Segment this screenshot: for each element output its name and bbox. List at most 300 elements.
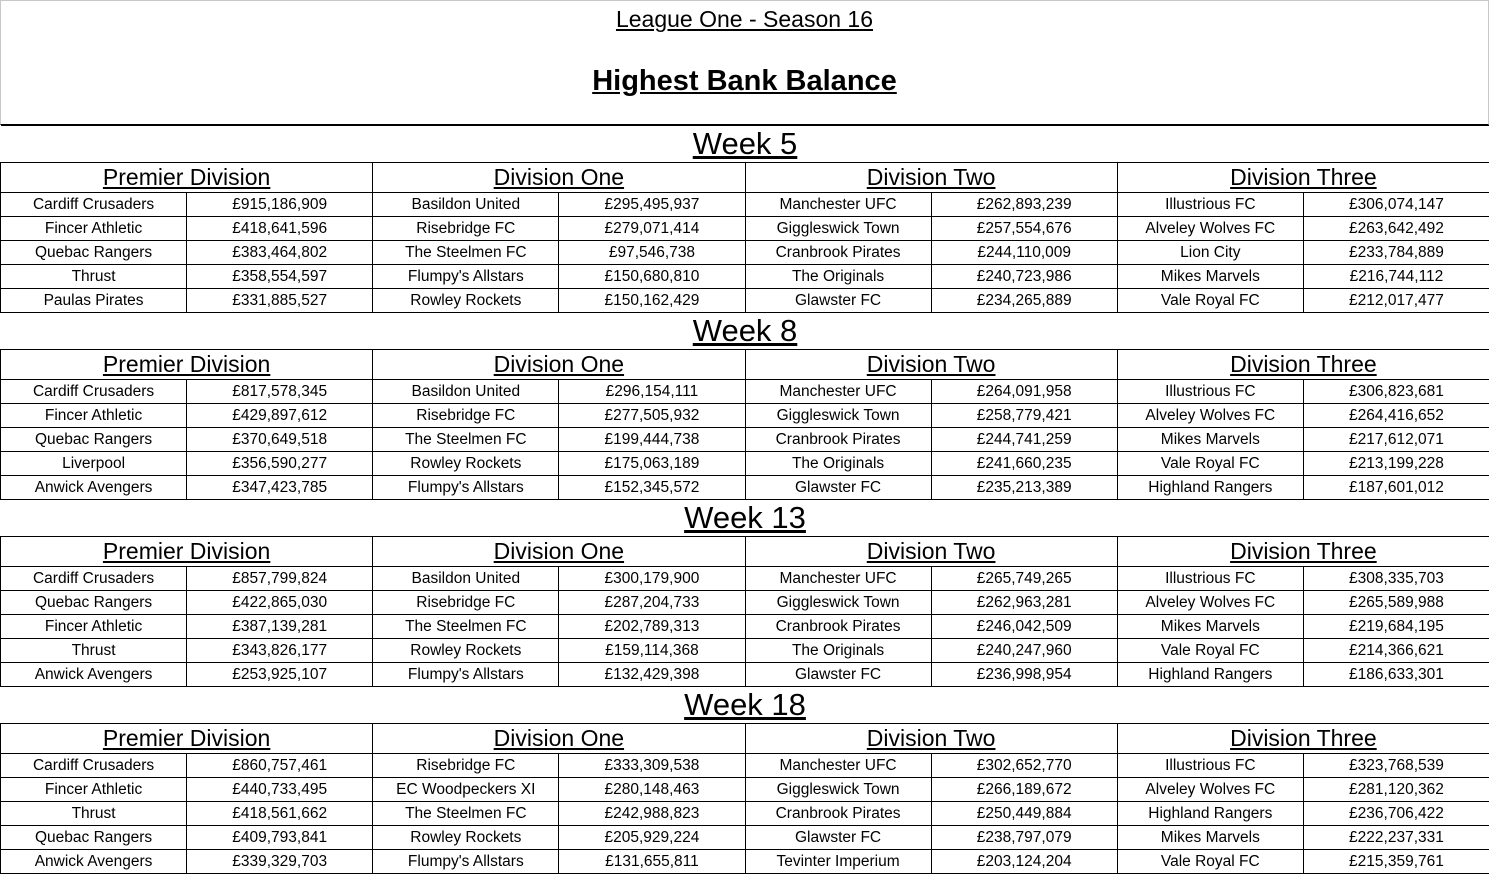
team-name-text: Flumpy's Allstars bbox=[407, 853, 524, 870]
bank-balance-text: £418,561,662 bbox=[232, 805, 328, 822]
table-row bbox=[1, 663, 1489, 687]
bank-balance-text: £333,309,538 bbox=[604, 757, 700, 774]
bank-balance-text: £281,120,362 bbox=[1349, 781, 1444, 798]
team-name bbox=[1, 193, 187, 217]
team-name bbox=[1117, 217, 1303, 241]
team-name-text: Cardiff Crusaders bbox=[32, 757, 155, 774]
bank-balance-text: £277,505,932 bbox=[604, 407, 700, 424]
bank-balance bbox=[1303, 476, 1489, 500]
team-name-text: Liverpool bbox=[62, 455, 126, 472]
team-name-text: The Steelmen FC bbox=[405, 618, 527, 635]
team-name bbox=[1, 428, 187, 452]
table-row bbox=[1, 476, 1489, 500]
team-name-text: Fincer Athletic bbox=[44, 220, 143, 237]
bank-balance bbox=[1303, 404, 1489, 428]
bank-balance bbox=[559, 663, 745, 687]
team-name bbox=[745, 241, 931, 265]
team-name bbox=[1, 404, 187, 428]
bank-balance bbox=[187, 193, 373, 217]
team-name bbox=[745, 802, 931, 826]
bank-balance-text: £265,749,265 bbox=[976, 570, 1072, 587]
bank-balance-text: £159,114,368 bbox=[605, 642, 699, 659]
division-heading-row bbox=[1, 350, 1489, 380]
bank-balance bbox=[1303, 826, 1489, 850]
team-name bbox=[745, 567, 931, 591]
division-heading-text: Premier Division bbox=[102, 351, 271, 377]
bank-balance-text: £302,652,770 bbox=[976, 757, 1072, 774]
bank-balance bbox=[931, 639, 1117, 663]
bank-balance-text: £219,684,195 bbox=[1349, 618, 1444, 635]
division-heading-row bbox=[1, 537, 1489, 567]
team-name-text: Manchester UFC bbox=[779, 757, 897, 774]
bank-balance-text: £422,865,030 bbox=[232, 594, 328, 611]
division-heading bbox=[373, 350, 745, 380]
team-name bbox=[373, 850, 559, 874]
team-name bbox=[373, 217, 559, 241]
team-name-text: Manchester UFC bbox=[779, 570, 897, 587]
bank-balance bbox=[931, 826, 1117, 850]
bank-balance bbox=[931, 778, 1117, 802]
bank-balance-text: £235,213,389 bbox=[976, 479, 1072, 496]
week-heading-row bbox=[1, 500, 1489, 537]
bank-balance-text: £150,680,810 bbox=[604, 268, 700, 285]
bank-balance bbox=[559, 826, 745, 850]
bank-balance bbox=[1303, 217, 1489, 241]
table-row bbox=[1, 826, 1489, 850]
team-name-text: The Originals bbox=[791, 455, 885, 472]
table-row bbox=[1, 217, 1489, 241]
team-name bbox=[745, 754, 931, 778]
team-name bbox=[1117, 428, 1303, 452]
bank-balance-text: £358,554,597 bbox=[232, 268, 328, 285]
bank-balance bbox=[559, 778, 745, 802]
table-row bbox=[1, 591, 1489, 615]
team-name-text: EC Woodpeckers XI bbox=[396, 781, 536, 798]
team-name-text: Basildon United bbox=[411, 570, 521, 587]
bank-balance-text: £212,017,477 bbox=[1349, 292, 1444, 309]
table-row bbox=[1, 778, 1489, 802]
bank-balance bbox=[559, 476, 745, 500]
table-row bbox=[1, 639, 1489, 663]
bank-balance bbox=[187, 265, 373, 289]
bank-balance-text: £187,601,012 bbox=[1349, 479, 1444, 496]
bank-balance bbox=[187, 826, 373, 850]
team-name bbox=[373, 476, 559, 500]
team-name bbox=[745, 404, 931, 428]
division-heading bbox=[1, 350, 373, 380]
bank-balance-text: £215,359,761 bbox=[1349, 853, 1444, 870]
bank-balance bbox=[187, 452, 373, 476]
division-heading bbox=[1117, 537, 1489, 567]
team-name bbox=[1, 567, 187, 591]
bank-balance-text: £429,897,612 bbox=[232, 407, 328, 424]
team-name-text: Flumpy's Allstars bbox=[407, 479, 524, 496]
bank-balance bbox=[1303, 591, 1489, 615]
bank-balance-text: £356,590,277 bbox=[232, 455, 328, 472]
team-name-text: Quebac Rangers bbox=[34, 829, 153, 846]
team-name bbox=[373, 265, 559, 289]
division-heading-text: Division Two bbox=[866, 538, 996, 564]
table-row bbox=[1, 241, 1489, 265]
bank-balance-text: £409,793,841 bbox=[232, 829, 328, 846]
bank-balance bbox=[187, 428, 373, 452]
team-name bbox=[373, 663, 559, 687]
bank-balance bbox=[187, 663, 373, 687]
bank-balance bbox=[559, 802, 745, 826]
division-heading bbox=[1, 163, 373, 193]
team-name bbox=[1, 615, 187, 639]
team-name-text: Glawster FC bbox=[795, 479, 882, 496]
bank-balance bbox=[187, 615, 373, 639]
team-name-text: Fincer Athletic bbox=[44, 407, 143, 424]
bank-balance bbox=[187, 476, 373, 500]
bank-balance-text: £265,589,988 bbox=[1349, 594, 1444, 611]
bank-balance bbox=[187, 289, 373, 313]
week-heading bbox=[1, 687, 1489, 724]
team-name-text: Vale Royal FC bbox=[1160, 292, 1260, 309]
bank-balance bbox=[187, 778, 373, 802]
team-name-text: Thrust bbox=[71, 805, 116, 822]
team-name-text: Manchester UFC bbox=[779, 196, 897, 213]
bank-balance-text: £186,633,301 bbox=[1349, 666, 1444, 683]
team-name-text: Glawster FC bbox=[795, 666, 882, 683]
team-name bbox=[1117, 754, 1303, 778]
team-name-text: Quebac Rangers bbox=[34, 594, 153, 611]
bank-balance bbox=[559, 615, 745, 639]
bank-balance-text: £222,237,331 bbox=[1349, 829, 1444, 846]
division-heading bbox=[745, 724, 1117, 754]
bank-balance bbox=[931, 404, 1117, 428]
bank-balance bbox=[931, 380, 1117, 404]
team-name-text: Alveley Wolves FC bbox=[1145, 781, 1276, 798]
bank-balance-text: £370,649,518 bbox=[232, 431, 328, 448]
team-name-text: Anwick Avengers bbox=[34, 479, 153, 496]
bank-balance bbox=[931, 663, 1117, 687]
team-name-text: Illustrious FC bbox=[1165, 383, 1256, 400]
bank-balance bbox=[931, 452, 1117, 476]
bank-balance-text: £250,449,884 bbox=[976, 805, 1072, 822]
week-heading-row bbox=[1, 126, 1489, 163]
team-name-text: Tevinter Imperium bbox=[776, 853, 900, 870]
team-name bbox=[1, 826, 187, 850]
bank-balance-text: £418,641,596 bbox=[232, 220, 328, 237]
team-name bbox=[745, 380, 931, 404]
team-name bbox=[1117, 615, 1303, 639]
bank-balance bbox=[187, 567, 373, 591]
team-name bbox=[745, 428, 931, 452]
bank-balance-text: £97,546,738 bbox=[608, 244, 696, 261]
bank-balance bbox=[1303, 802, 1489, 826]
division-heading bbox=[1117, 163, 1489, 193]
team-name-text: The Steelmen FC bbox=[405, 805, 527, 822]
bank-balance bbox=[187, 850, 373, 874]
team-name-text: Thrust bbox=[71, 268, 116, 285]
bank-balance bbox=[1303, 241, 1489, 265]
bank-balance-text: £287,204,733 bbox=[604, 594, 700, 611]
bank-balance-text: £915,186,909 bbox=[232, 196, 328, 213]
team-name bbox=[1, 380, 187, 404]
team-name bbox=[1117, 591, 1303, 615]
team-name bbox=[1, 217, 187, 241]
table-row bbox=[1, 265, 1489, 289]
team-name bbox=[373, 289, 559, 313]
bank-balance-text: £817,578,345 bbox=[232, 383, 328, 400]
bank-balance bbox=[559, 217, 745, 241]
division-heading bbox=[1, 537, 373, 567]
bank-balance-text: £306,074,147 bbox=[1349, 196, 1444, 213]
bank-balance-text: £202,789,313 bbox=[604, 618, 700, 635]
team-name-text: Basildon United bbox=[411, 383, 521, 400]
team-name bbox=[373, 615, 559, 639]
bank-balance bbox=[187, 754, 373, 778]
bank-balance bbox=[1303, 663, 1489, 687]
team-name bbox=[373, 241, 559, 265]
team-name-text: Risebridge FC bbox=[416, 757, 516, 774]
team-name bbox=[745, 193, 931, 217]
bank-balance bbox=[1303, 778, 1489, 802]
team-name bbox=[745, 850, 931, 874]
division-heading bbox=[745, 350, 1117, 380]
team-name bbox=[745, 778, 931, 802]
team-name-text: Alveley Wolves FC bbox=[1145, 220, 1276, 237]
report-title: League One - Season 16 bbox=[615, 6, 874, 32]
bank-balance bbox=[1303, 754, 1489, 778]
bank-balance-text: £308,335,703 bbox=[1349, 570, 1444, 587]
team-name bbox=[1117, 241, 1303, 265]
bank-balance-text: £240,247,960 bbox=[976, 642, 1072, 659]
bank-balance-text: £241,660,235 bbox=[976, 455, 1072, 472]
team-name bbox=[373, 826, 559, 850]
division-heading-row bbox=[1, 724, 1489, 754]
bank-balance bbox=[1303, 850, 1489, 874]
team-name-text: Cranbrook Pirates bbox=[775, 805, 901, 822]
bank-balance-text: £383,464,802 bbox=[232, 244, 328, 261]
team-name bbox=[1117, 193, 1303, 217]
team-name-text: Quebac Rangers bbox=[34, 431, 153, 448]
week-heading-row bbox=[1, 313, 1489, 350]
bank-balance bbox=[1303, 380, 1489, 404]
team-name bbox=[373, 802, 559, 826]
team-name-text: Mikes Marvels bbox=[1160, 268, 1260, 285]
table-row bbox=[1, 802, 1489, 826]
bank-balance bbox=[931, 615, 1117, 639]
bank-balance bbox=[187, 241, 373, 265]
team-name-text: Glawster FC bbox=[795, 829, 882, 846]
bank-balance bbox=[559, 639, 745, 663]
team-name bbox=[745, 217, 931, 241]
report-header bbox=[0, 0, 1489, 125]
division-heading-text: Division Three bbox=[1230, 164, 1377, 190]
team-name bbox=[1117, 850, 1303, 874]
week-heading bbox=[1, 313, 1489, 350]
bank-balance-text: £300,179,900 bbox=[604, 570, 700, 587]
bank-balance bbox=[559, 591, 745, 615]
division-heading-text: Division One bbox=[493, 351, 625, 377]
bank-balance-text: £280,148,463 bbox=[604, 781, 700, 798]
week-heading-text: Week 8 bbox=[692, 313, 798, 348]
bank-balance bbox=[931, 567, 1117, 591]
bank-balance bbox=[187, 380, 373, 404]
team-name bbox=[1, 265, 187, 289]
division-heading-row bbox=[1, 163, 1489, 193]
bank-balance-text: £263,642,492 bbox=[1349, 220, 1444, 237]
bank-balance bbox=[559, 428, 745, 452]
division-heading bbox=[1117, 350, 1489, 380]
bank-balance-text: £216,744,112 bbox=[1349, 268, 1444, 285]
bank-balance-text: £262,963,281 bbox=[976, 594, 1072, 611]
team-name bbox=[373, 567, 559, 591]
team-name-text: Paulas Pirates bbox=[43, 292, 144, 309]
team-name-text: The Steelmen FC bbox=[405, 431, 527, 448]
bank-balance bbox=[559, 567, 745, 591]
division-heading-text: Premier Division bbox=[102, 538, 271, 564]
bank-balance-text: £214,366,621 bbox=[1349, 642, 1444, 659]
bank-balance-text: £266,189,672 bbox=[976, 781, 1072, 798]
team-name-text: Cardiff Crusaders bbox=[32, 196, 155, 213]
table-row bbox=[1, 567, 1489, 591]
team-name-text: Vale Royal FC bbox=[1160, 455, 1260, 472]
bank-balance bbox=[559, 380, 745, 404]
bank-balance-text: £306,823,681 bbox=[1349, 383, 1444, 400]
week-heading bbox=[1, 500, 1489, 537]
team-name bbox=[1117, 778, 1303, 802]
team-name bbox=[373, 404, 559, 428]
division-heading bbox=[745, 163, 1117, 193]
bank-balance-text: £242,988,823 bbox=[604, 805, 700, 822]
division-heading bbox=[1, 724, 373, 754]
team-name bbox=[745, 615, 931, 639]
team-name-text: Highland Rangers bbox=[1148, 479, 1273, 496]
bank-balance bbox=[559, 241, 745, 265]
team-name bbox=[1, 778, 187, 802]
team-name-text: The Steelmen FC bbox=[405, 244, 527, 261]
team-name-text: Giggleswick Town bbox=[776, 407, 900, 424]
week-heading bbox=[1, 126, 1489, 163]
team-name-text: Lion City bbox=[1180, 244, 1241, 261]
table-row bbox=[1, 380, 1489, 404]
bank-balance-text: £205,929,224 bbox=[604, 829, 700, 846]
bank-balance-text: £264,091,958 bbox=[976, 383, 1072, 400]
bank-balance-text: £236,998,954 bbox=[976, 666, 1072, 683]
division-heading bbox=[745, 537, 1117, 567]
bank-balance bbox=[187, 404, 373, 428]
bank-balance bbox=[931, 289, 1117, 313]
bank-balance bbox=[1303, 567, 1489, 591]
bank-balance bbox=[187, 802, 373, 826]
team-name bbox=[373, 778, 559, 802]
team-name-text: Glawster FC bbox=[795, 292, 882, 309]
team-name bbox=[373, 591, 559, 615]
team-name-text: Giggleswick Town bbox=[776, 781, 900, 798]
team-name-text: Quebac Rangers bbox=[34, 244, 153, 261]
team-name bbox=[1, 802, 187, 826]
bank-balance-text: £295,495,937 bbox=[604, 196, 700, 213]
team-name-text: Risebridge FC bbox=[416, 407, 516, 424]
team-name bbox=[1, 241, 187, 265]
team-name bbox=[373, 380, 559, 404]
team-name-text: Mikes Marvels bbox=[1160, 431, 1260, 448]
bank-balance bbox=[931, 591, 1117, 615]
division-heading-text: Division Three bbox=[1230, 725, 1377, 751]
team-name bbox=[1, 754, 187, 778]
bank-balance-text: £343,826,177 bbox=[232, 642, 328, 659]
team-name-text: Anwick Avengers bbox=[34, 853, 153, 870]
division-heading-text: Division One bbox=[493, 538, 625, 564]
bank-balance-text: £440,733,495 bbox=[232, 781, 328, 798]
team-name-text: Vale Royal FC bbox=[1160, 642, 1260, 659]
table-row bbox=[1, 754, 1489, 778]
team-name-text: Alveley Wolves FC bbox=[1145, 594, 1276, 611]
team-name bbox=[1117, 452, 1303, 476]
bank-balance-text: £258,779,421 bbox=[976, 407, 1072, 424]
week-heading-text: Week 18 bbox=[684, 687, 806, 722]
bank-balance bbox=[1303, 452, 1489, 476]
bank-balance-text: £213,199,228 bbox=[1349, 455, 1444, 472]
table-row bbox=[1, 452, 1489, 476]
team-name-text: Giggleswick Town bbox=[776, 220, 900, 237]
team-name-text: Manchester UFC bbox=[779, 383, 897, 400]
bank-balance-text: £203,124,204 bbox=[976, 853, 1072, 870]
bank-balance bbox=[1303, 265, 1489, 289]
bank-balance bbox=[1303, 428, 1489, 452]
team-name bbox=[745, 663, 931, 687]
bank-balance bbox=[1303, 193, 1489, 217]
team-name bbox=[1, 452, 187, 476]
team-name-text: The Originals bbox=[791, 268, 885, 285]
bank-balance-table bbox=[0, 125, 1489, 874]
team-name bbox=[1117, 663, 1303, 687]
team-name-text: Cardiff Crusaders bbox=[32, 383, 155, 400]
team-name bbox=[1117, 265, 1303, 289]
division-heading-text: Division Three bbox=[1230, 351, 1377, 377]
bank-balance bbox=[559, 754, 745, 778]
bank-balance bbox=[559, 850, 745, 874]
team-name bbox=[1117, 639, 1303, 663]
bank-balance bbox=[559, 289, 745, 313]
report-subtitle: Highest Bank Balance bbox=[592, 65, 897, 97]
team-name-text: Illustrious FC bbox=[1165, 757, 1256, 774]
team-name bbox=[1117, 404, 1303, 428]
table-row bbox=[1, 850, 1489, 874]
week-heading-row bbox=[1, 687, 1489, 724]
team-name-text: Flumpy's Allstars bbox=[407, 666, 524, 683]
bank-balance bbox=[931, 193, 1117, 217]
team-name-text: Illustrious FC bbox=[1165, 196, 1256, 213]
bank-balance-text: £150,162,429 bbox=[604, 292, 700, 309]
team-name-text: Rowley Rockets bbox=[410, 292, 522, 309]
bank-balance-text: £279,071,414 bbox=[604, 220, 700, 237]
bank-balance-text: £175,063,189 bbox=[604, 455, 700, 472]
team-name bbox=[1, 850, 187, 874]
team-name bbox=[745, 452, 931, 476]
division-heading-text: Premier Division bbox=[102, 164, 271, 190]
team-name-text: Risebridge FC bbox=[416, 594, 516, 611]
team-name-text: Risebridge FC bbox=[416, 220, 516, 237]
bank-balance-text: £238,797,079 bbox=[976, 829, 1072, 846]
table-row bbox=[1, 615, 1489, 639]
bank-balance bbox=[187, 217, 373, 241]
bank-balance-text: £331,885,527 bbox=[232, 292, 328, 309]
bank-balance bbox=[1303, 615, 1489, 639]
team-name bbox=[745, 476, 931, 500]
team-name-text: Alveley Wolves FC bbox=[1145, 407, 1276, 424]
team-name-text: Vale Royal FC bbox=[1160, 853, 1260, 870]
team-name-text: Anwick Avengers bbox=[34, 666, 153, 683]
team-name bbox=[745, 826, 931, 850]
bank-balance-text: £264,416,652 bbox=[1349, 407, 1444, 424]
bank-balance bbox=[931, 476, 1117, 500]
team-name-text: Mikes Marvels bbox=[1160, 618, 1260, 635]
